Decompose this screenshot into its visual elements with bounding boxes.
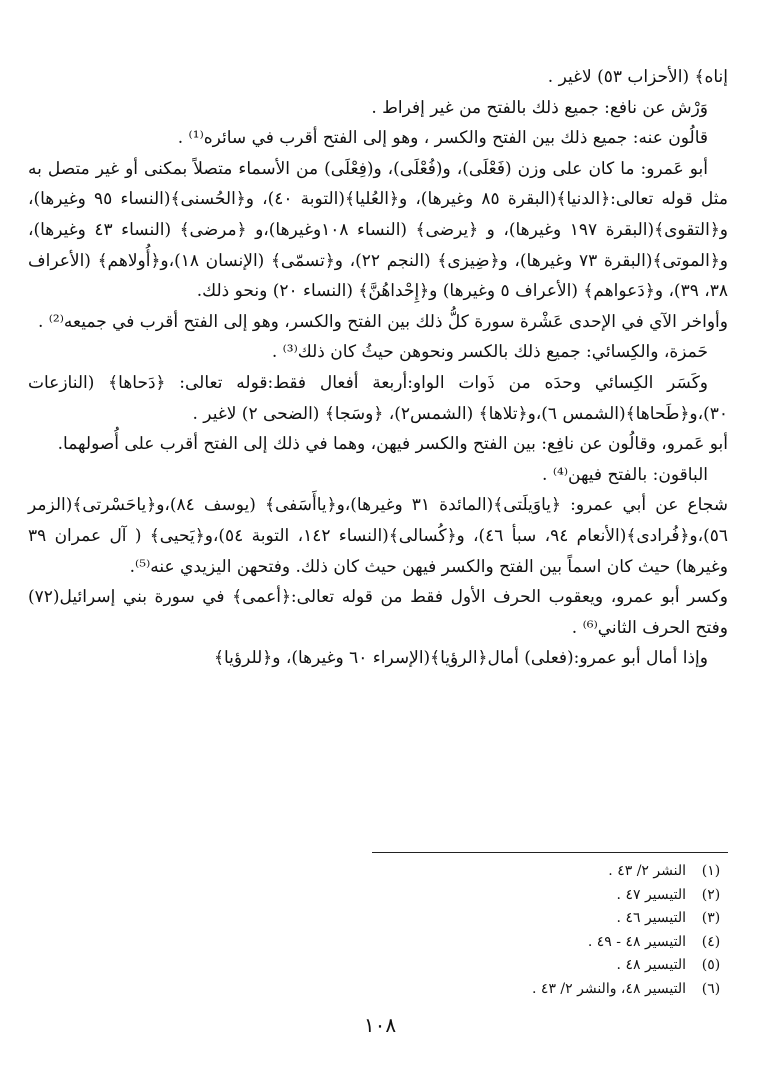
footnote-text: التيسير ٤٨، والنشر ٢/ ٤٣ . xyxy=(532,980,686,997)
paragraph: قالُون عنه: جميع ذلك بين الفتح والكسر ، وهو إلى الفتح أقرب في سائره⁽¹⁾ . xyxy=(177,128,708,149)
footnote-item xyxy=(28,931,728,955)
paragraph: وَرْش عن نافع: جميع ذلك بالفتح من غير إفراط . xyxy=(371,97,708,118)
paragraph: أبو عَمرو: ما كان على وزن (فَعْلَى)، و(فُعْلَى)، و(فِعْلَى) من الأسماء متصلاً بمكنى أو غير متصل به مثل قوله تعالى:﴿الدنيا﴾(البقرة ٨٥ وغيرها)، و﴿العُليا﴾(التوبة ٤٠)، و﴿الحُسنى﴾(النساء ٩٥ وغيرها)، و﴿التقوى﴾(البقرة ١٩٧ وغيرها)، و ﴿يرضى﴾ (النساء ١٠٨وغيرها)،و ﴿مرضى﴾ (النساء ٤٣ وغيرها)، و﴿الموتى﴾(البقرة ٧٣ وغيرها)، و﴿ضِيزى﴾ (النجم ٢٢)، و﴿تسمّى﴾ (الإنسان ١٨)،و﴿أُولاهم﴾ (الأعراف ٣٨، ٣٩)، و﴿دَعواهم﴾ (الأعراف ٥ وغيرها) و﴿إِحْداهُنَّ﴾ (النساء ٢٠) ونحو ذلك. xyxy=(28,158,729,302)
footnote-number: (٢) xyxy=(701,886,721,903)
paragraph: وإذا أمال أبو عمرو:(فعلى) أمال﴿الرؤيا﴾(الإسراء ٦٠ وغيرها)، و﴿للرؤيا﴾ xyxy=(214,648,708,669)
footnote-number: (٣) xyxy=(701,910,721,926)
main-text xyxy=(28,62,728,674)
paragraph: حَمزة، والكِسائي: جميع ذلك بالكسر ونحوهن حيثُ كان ذلك⁽³⁾ . xyxy=(271,342,708,363)
footnote-item xyxy=(28,978,728,1002)
footnote-number: (١) xyxy=(701,863,721,879)
paragraph: وكَسَر الكِسائي وحدَه من ذَوات الواو:أربعة أفعال فقط:قوله تعالى: ﴿دَحاها﴾ (النازعات ٣٠)،و﴿طَحاها﴾(الشمس ٦)،و﴿تلاها﴾ (الشمس٢)، ﴿وسَجا﴾ (الضحى ٢) لاغير . xyxy=(28,372,728,424)
footnote-text: النشر ٢/ ٤٣ . xyxy=(608,863,686,879)
paragraph: أبو عَمرو، وقالُون عن نافِع: بين الفتح والكسر فيهن، وهما في ذلك إلى الفتح أقرب على أُصولهما. xyxy=(57,434,728,455)
footnote-item xyxy=(28,884,728,908)
page-number: ١٠٨ xyxy=(363,1013,397,1037)
footnote-text: التيسير ٤٨ . xyxy=(616,957,686,973)
footnote-text: التيسير ٤٧ . xyxy=(616,886,686,903)
paragraph: إناه﴾ (الأحزاب ٥٣) لاغير . xyxy=(547,67,728,87)
paragraph: وأواخر الآي في الإحدى عَشْرة سورة كلُّ ذلك بين الفتح والكسر، وهو إلى الفتح أقرب في جميعه⁽²⁾ . xyxy=(37,311,728,332)
footnote-number: (٤) xyxy=(701,933,721,950)
footnote-number: (٦) xyxy=(701,980,721,997)
paragraph: الباقون: بالفتح فيهن⁽⁴⁾ . xyxy=(542,464,708,485)
footnotes xyxy=(28,860,728,1001)
paragraph: شجاع عن أبي عمرو: ﴿ياوَيلَتى﴾(المائدة ٣١ وغيرها)،و﴿ياأَسَفى﴾ (يوسف ٨٤)،و﴿ياحَسْرتى﴾(الزمر ٥٦)،و﴿فُرادى﴾(الأنعام ٩٤، سبأ ٤٦)، و﴿كُسالى﴾(النساء ١٤٢، التوبة ٥٤)،و﴿يَحيى﴾ ( آل عمران ٣٩ وغيرها) حيث كان اسماً بين الفتح والكسر فيهن حيث كان ذلك. وفتحهن اليزيدي عنه⁽⁵⁾. xyxy=(28,495,728,577)
footnote-text: التيسير ٤٦ . xyxy=(616,910,686,926)
footnote-number: (٥) xyxy=(701,957,721,973)
footnote-text: التيسير ٤٨ - ٤٩ . xyxy=(587,933,686,950)
footnote-item xyxy=(28,954,728,978)
paragraph: وكسر أبو عمرو، ويعقوب الحرف الأول فقط من قوله تعالى:﴿أعمى﴾ في سورة بني إسرائيل(٧٢) وفتح الحرف الثاني⁽⁶⁾ . xyxy=(28,587,728,638)
footnote-item xyxy=(28,907,728,931)
footnote-divider xyxy=(372,852,728,853)
footnote-item xyxy=(28,860,728,884)
